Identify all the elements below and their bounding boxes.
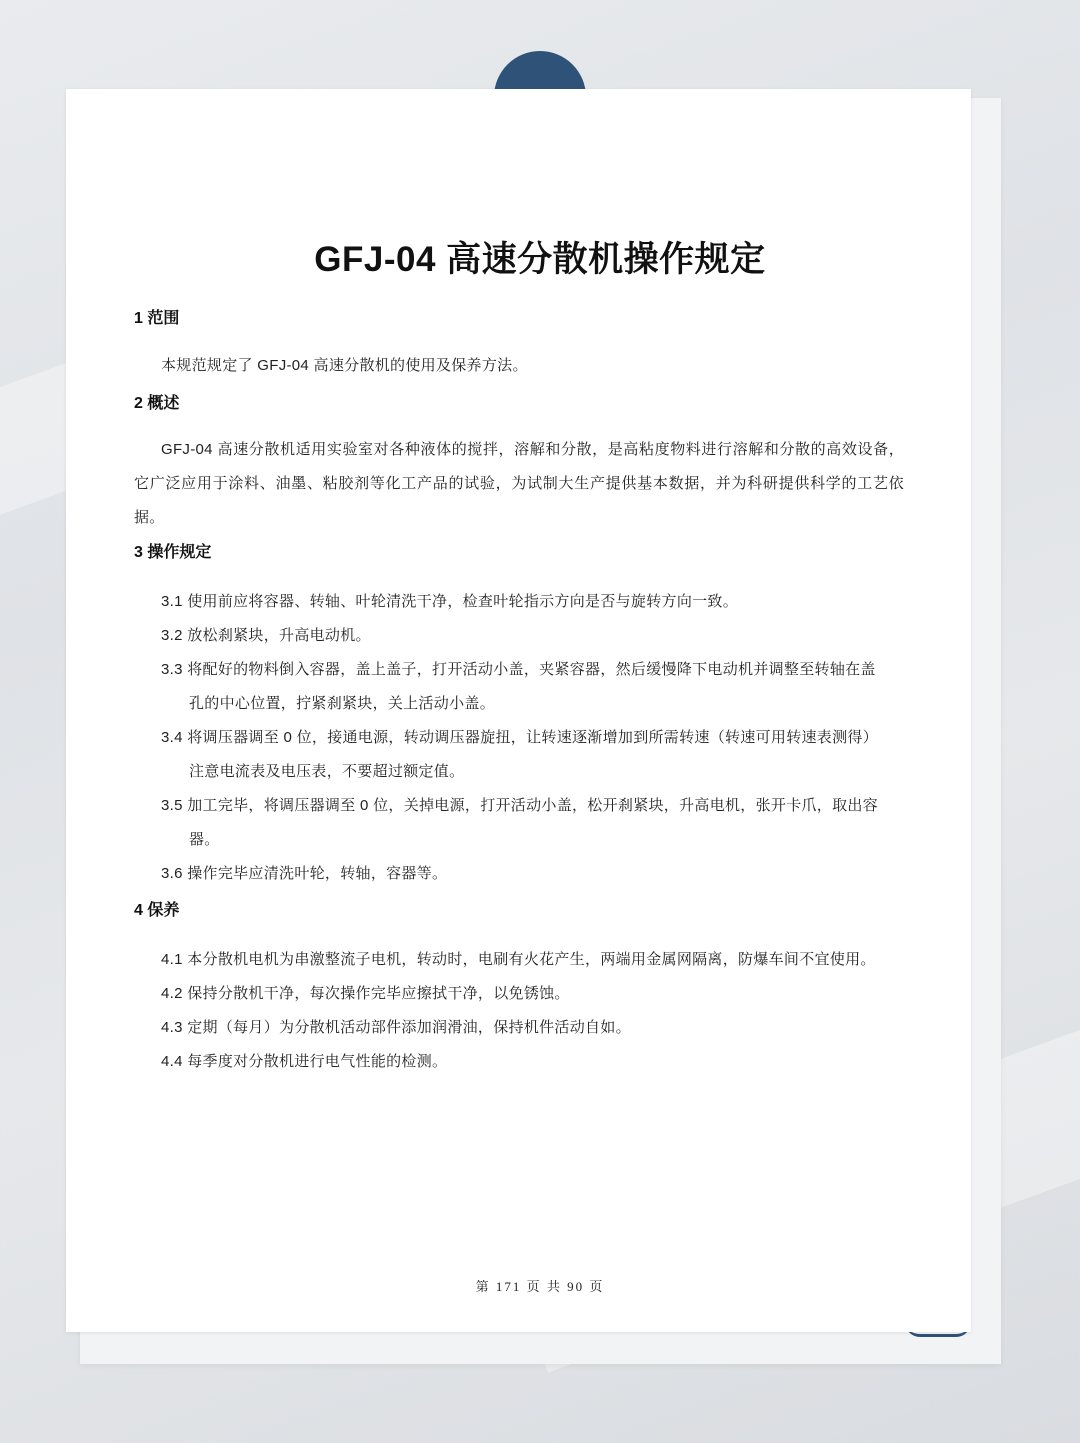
operation-item-continuation: 孔的中心位置，拧紧刹紧块，关上活动小盖。 xyxy=(189,695,496,712)
page-number-footer: 第 171 页 共 90 页 xyxy=(475,1279,605,1294)
operation-item-line: 3.3 将配好的物料倒入容器，盖上盖子，打开活动小盖，夹紧容器，然后缓慢降下电动机并调整至转轴在盖 xyxy=(161,661,876,678)
operation-item xyxy=(161,857,906,891)
operation-item-continuation: 器。 xyxy=(189,831,220,848)
operation-item xyxy=(161,721,906,789)
section-heading-maintenance: 4 保养 xyxy=(134,902,180,919)
section-heading-scope: 1 范围 xyxy=(134,310,180,327)
operation-item-continuation: 注意电流表及电压表，不要超过额定值。 xyxy=(189,763,465,780)
section-text-scope: 本规范规定了 GFJ-04 高速分散机的使用及保养方法。 xyxy=(161,357,528,374)
maintenance-item: 4.3 定期（每月）为分散机活动部件添加润滑油，保持机件活动自如。 xyxy=(161,1019,631,1036)
operation-item-line: 3.2 放松刹紧块，升高电动机。 xyxy=(161,627,371,644)
maintenance-item: 4.2 保持分散机干净，每次操作完毕应擦拭干净，以免锈蚀。 xyxy=(161,985,570,1002)
section-heading-overview: 2 概述 xyxy=(134,395,180,412)
operation-item-line: 3.1 使用前应将容器、转轴、叶轮清洗干净，检查叶轮指示方向是否与旋转方向一致。 xyxy=(161,593,739,610)
document-title: GFJ-04 高速分散机操作规定 xyxy=(314,240,766,279)
maintenance-item: 4.4 每季度对分散机进行电气性能的检测。 xyxy=(161,1053,448,1070)
section-heading-operation: 3 操作规定 xyxy=(134,544,212,561)
maintenance-item: 4.1 本分散机电机为串激整流子电机，转动时，电刷有火花产生，两端用金属网隔离，防爆车间不宜使用。 xyxy=(161,951,876,968)
operation-item xyxy=(161,619,906,653)
operation-item-line: 3.4 将调压器调至 0 位，接通电源，转动调压器旋扭，让转速逐渐增加到所需转速（转速可用转速表测得） xyxy=(161,729,879,746)
section-text-overview: GFJ-04 高速分散机适用实验室对各种液体的搅拌，溶解和分散，是高粘度物料进行溶解和分散的高效设备，它广泛应用于涂料、油墨、粘胶剂等化工产品的试验，为试制大生产提供基本数据，并为科研提供科学的工艺依据。 xyxy=(134,441,904,526)
operation-item-line: 3.6 操作完毕应清洗叶轮，转轴，容器等。 xyxy=(161,865,448,882)
operation-item xyxy=(161,789,906,857)
operation-item xyxy=(161,585,906,619)
operation-item xyxy=(161,653,906,721)
operation-item-line: 3.5 加工完毕，将调压器调至 0 位，关掉电源，打开活动小盖，松开刹紧块，升高电机，张开卡爪，取出容 xyxy=(161,797,879,814)
